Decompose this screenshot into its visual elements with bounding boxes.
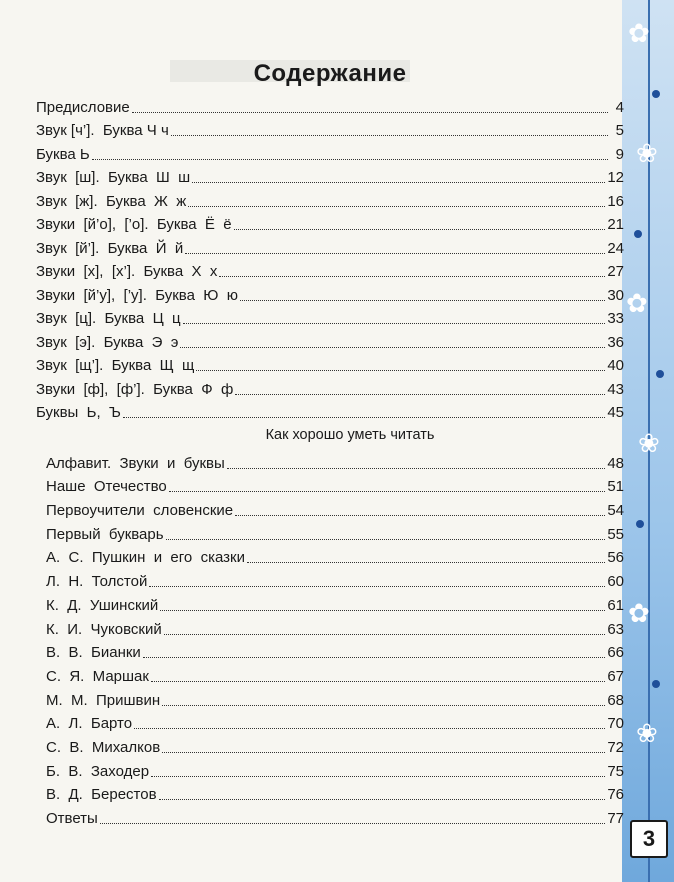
dot-leader	[192, 182, 605, 183]
toc-entry[interactable]	[46, 686, 624, 710]
toc-entry[interactable]	[36, 164, 624, 188]
toc-entry-title: Б. В. Заходер	[46, 762, 150, 780]
toc-entry[interactable]	[36, 352, 624, 376]
toc-entry[interactable]	[46, 733, 624, 757]
table-of-contents	[36, 93, 624, 448]
dot-leader	[235, 394, 605, 395]
toc-entry[interactable]	[36, 258, 624, 282]
toc-entry-page: 21	[607, 216, 624, 233]
dot-icon	[652, 680, 660, 688]
toc-entry-title: А. С. Пушкин и его сказки	[46, 549, 245, 567]
toc-entry[interactable]	[46, 639, 624, 663]
dot-leader	[196, 370, 605, 371]
toc-entry-page: 60	[607, 573, 624, 591]
toc-entry-page: 40	[607, 357, 624, 374]
dot-leader	[240, 300, 605, 301]
toc-entry-page: 5	[615, 122, 624, 139]
toc-entry[interactable]	[36, 93, 624, 117]
toc-entry-page: 77	[607, 810, 624, 827]
toc-entry[interactable]	[36, 140, 624, 164]
toc-entry-page: 27	[607, 263, 624, 280]
toc-entry-title: Звук [щ’]. Буква Щ щ	[36, 357, 195, 374]
dot-leader	[185, 253, 605, 254]
dot-leader	[162, 752, 605, 753]
toc-entry-page: 61	[607, 596, 624, 614]
dot-leader	[162, 705, 605, 706]
toc-entry-page: 45	[607, 404, 624, 421]
toc-entry[interactable]	[46, 710, 624, 734]
toc-entry[interactable]	[36, 375, 624, 399]
dot-icon	[634, 230, 642, 238]
dot-leader	[149, 586, 605, 587]
toc-entry-page: 66	[607, 644, 624, 662]
page-title: Содержание	[253, 60, 407, 87]
toc-entry[interactable]	[46, 757, 624, 781]
toc-entry-page: 48	[607, 454, 624, 472]
dot-leader	[159, 799, 606, 800]
dot-leader	[166, 539, 606, 540]
dot-icon	[656, 370, 664, 378]
dot-leader	[235, 515, 605, 516]
flower-icon: ❀	[636, 138, 658, 168]
toc-entry-title: Звук [й’]. Буква Й й	[36, 239, 184, 257]
dot-leader	[234, 229, 606, 230]
toc-entry[interactable]	[46, 544, 624, 568]
section-heading: Как хорошо уметь читать	[265, 427, 435, 443]
flower-icon: ✿	[628, 18, 650, 48]
toc-entry-page: 30	[607, 286, 624, 304]
toc-entry-page: 36	[607, 333, 624, 351]
toc-entry[interactable]	[46, 781, 624, 805]
toc-entry-title: Ответы	[46, 810, 98, 827]
dot-leader	[160, 610, 605, 611]
dot-leader	[188, 206, 605, 207]
toc-entry-page: 54	[607, 502, 624, 520]
toc-entry-page: 51	[607, 478, 624, 496]
dot-leader	[143, 657, 606, 658]
toc-entry[interactable]	[36, 211, 624, 235]
toc-entry-title: Первоучители словенские	[46, 502, 234, 520]
flower-icon: ✿	[628, 598, 650, 628]
toc-entry-title: В. Д. Берестов	[46, 786, 157, 804]
toc-entry[interactable]	[46, 662, 624, 686]
toc-entry[interactable]	[36, 305, 624, 329]
toc-entry-page: 67	[607, 667, 624, 685]
dot-leader	[151, 681, 605, 682]
dot-leader	[151, 776, 605, 777]
toc-entry[interactable]	[36, 117, 624, 141]
flower-icon: ❀	[636, 718, 658, 748]
toc-entry-title: Звуки [й’о], [’о]. Буква Ё ё	[36, 216, 232, 233]
dot-leader	[100, 823, 605, 824]
toc-entry[interactable]	[46, 449, 624, 473]
toc-entry[interactable]	[46, 473, 624, 497]
toc-entry-page: 56	[607, 549, 624, 567]
toc-entry-page: 24	[607, 239, 624, 257]
dot-leader	[123, 417, 605, 418]
toc-entry-title: К. И. Чуковский	[46, 620, 162, 638]
toc-entry-page: 55	[607, 525, 624, 543]
toc-entry-page: 70	[607, 715, 624, 733]
toc-entry-page: 12	[607, 169, 624, 186]
page-number-badge: 3	[630, 820, 668, 858]
dot-leader	[164, 634, 606, 635]
toc-entry-page: 76	[607, 786, 624, 804]
toc-entry-title: Буквы Ь, Ъ	[36, 404, 121, 421]
table-of-contents-section	[46, 449, 624, 828]
toc-entry[interactable]	[46, 615, 624, 639]
toc-entry-page: 75	[607, 762, 624, 780]
flower-icon: ✿	[626, 288, 648, 318]
toc-entry[interactable]	[46, 591, 624, 615]
toc-entry-page: 33	[607, 310, 624, 327]
toc-entry-title: Наше Отечество	[46, 478, 167, 496]
toc-entry[interactable]	[46, 520, 624, 544]
toc-entry-page: 16	[607, 192, 624, 210]
dot-leader	[247, 562, 605, 563]
toc-entry-title: В. В. Бианки	[46, 644, 141, 662]
dot-leader	[132, 112, 608, 113]
toc-entry-title: С. В. Михалков	[46, 738, 161, 756]
toc-entry-title: А. Л. Барто	[46, 715, 133, 733]
toc-entry-page: 68	[607, 691, 624, 709]
toc-entry[interactable]	[36, 281, 624, 305]
toc-entry[interactable]	[36, 234, 624, 258]
dot-leader	[227, 468, 606, 469]
toc-entry-title: Звук [э]. Буква Э э	[36, 333, 179, 351]
toc-entry-title: Звуки [ф], [ф’]. Буква Ф ф	[36, 380, 234, 398]
toc-entry-page: 4	[615, 98, 624, 116]
dot-leader	[169, 491, 606, 492]
toc-entry[interactable]	[36, 187, 624, 211]
toc-entry[interactable]	[36, 328, 624, 352]
flower-icon: ❀	[638, 428, 660, 458]
dot-leader	[171, 135, 608, 136]
toc-entry-title: Алфавит. Звуки и буквы	[46, 454, 225, 472]
toc-entry-title: Звук [ш]. Буква Ш ш	[36, 169, 191, 186]
toc-entry[interactable]	[46, 567, 624, 591]
toc-entry-title: Звук [ч’]. Буква Ч ч	[36, 122, 169, 139]
toc-entry-title: С. Я. Маршак	[46, 667, 149, 685]
toc-entry-page: 43	[607, 380, 624, 398]
toc-entry-title: Предисловие	[36, 98, 130, 116]
dot-leader	[92, 159, 608, 160]
toc-entry-title: Звуки [й’у], [’у]. Буква Ю ю	[36, 286, 238, 304]
toc-entry[interactable]	[46, 804, 624, 828]
dot-leader	[180, 347, 605, 348]
toc-entry-page: 9	[615, 145, 624, 163]
toc-entry-title: Первый букварь	[46, 525, 164, 543]
dot-leader	[134, 728, 605, 729]
dot-leader	[183, 323, 606, 324]
toc-entry-title: М. М. Пришвин	[46, 691, 161, 709]
dot-leader	[219, 276, 605, 277]
toc-entry-title: Звук [ж]. Буква Ж ж	[36, 192, 187, 210]
toc-entry-title: Звук [ц]. Буква Ц ц	[36, 310, 181, 327]
dot-icon	[636, 520, 644, 528]
dot-icon	[652, 90, 660, 98]
toc-entry-title: Буква Ь	[36, 145, 90, 163]
toc-entry-title: Звуки [х], [х’]. Буква Х х	[36, 263, 218, 280]
toc-entry-title: Л. Н. Толстой	[46, 573, 148, 591]
toc-entry-page: 63	[607, 620, 624, 638]
toc-entry-page: 72	[607, 738, 624, 756]
toc-entry-title: К. Д. Ушинский	[46, 596, 159, 614]
decorative-side-strip	[622, 0, 674, 882]
toc-entry[interactable]	[46, 496, 624, 520]
toc-entry[interactable]	[36, 399, 624, 423]
